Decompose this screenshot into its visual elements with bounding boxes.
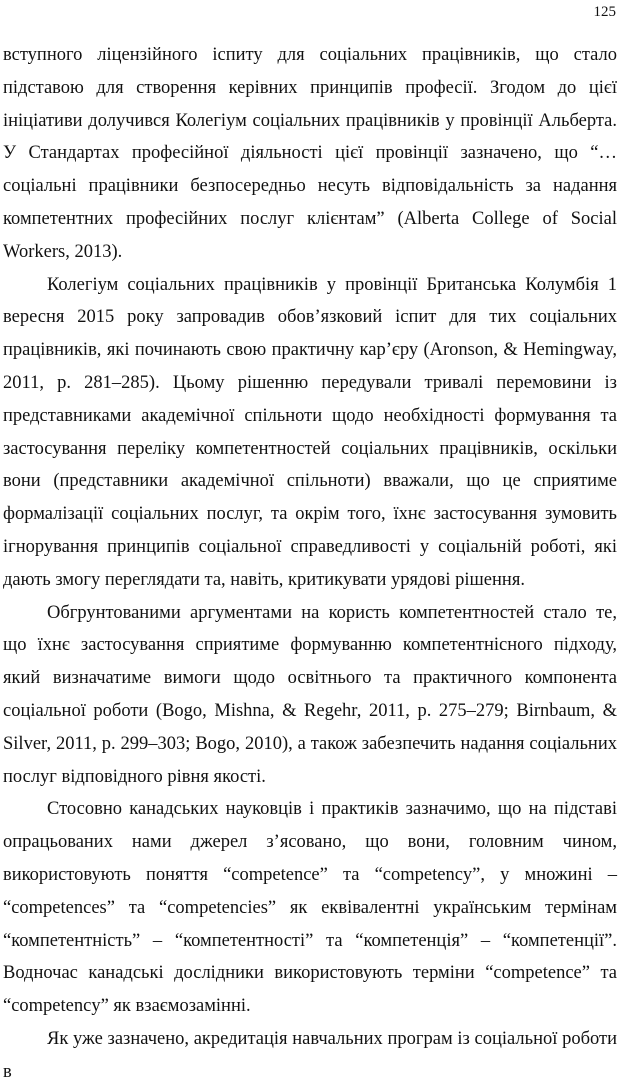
page-number: 125 xyxy=(593,4,616,20)
document-body xyxy=(3,39,617,1089)
paragraph-1: вступного ліцензійного іспиту для соціальних працівників, що стало підставою для створення керівних принципів професії. Згодом до цієї ініціативи долучився Колегіум соціальних працівників у провінції Альберта. У Стандартах професійної діяльності цієї провінції зазначено, що “…соціальні працівники безпосередньо несуть відповідальність за надання компетентних професійних послуг клієнтам” (Alberta College of Social Workers, 2013). xyxy=(3,45,617,262)
paragraph-3: Обгрунтованими аргументами на користь компетентностей стало те, що їхнє застосування сприятиме формуванню компетентнісного підходу, який визначатиме вимоги щодо освітнього та практичного компонента соціальної роботи (Bogo, Mishna, & Regehr, 2011, p. 275–279; Birnbaum, & Silver, 2011, p. 299–303; Bogo, 2010), а також забезпечить надання соціальних послуг відповідного рівня якості. xyxy=(3,602,617,787)
paragraph-2: Колегіум соціальних працівників у провінції Британська Колумбія 1 вересня 2015 року запровадив обов’язковий іспит для тих соціальних працівників, які починають свою практичну кар’єру (Aronson, & Hemingway, 2011, p. 281–285). Цьому рішенню передували тривалі перемовини із представниками академічної спільноти щодо необхідності формування та застосування переліку компетентностей соціальних працівників, оскільки вони (представники академічної спільноти) вважали, що це сприятиме формалізації соціальних послуг, та окрім того, їхнє застосування зумовить ігнорування принципів соціальної справедливості у соціальній роботі, які дають змогу переглядати та, навіть, критикувати урядові рішення. xyxy=(3,274,617,590)
paragraph-4: Стосовно канадських науковців і практиків зазначимо, що на підставі опрацьованих нами джерел з’ясовано, що вони, головним чином, використовують поняття “competence” та “competency”, у множині – “competences” та “competencies” як еквівалентні українським термінам “компетентність” – “компетентності” та “компетенція” – “компетенції”. Водночас канадські дослідники використовують терміни “competence” та “competency” як взаємозамінні. xyxy=(3,799,617,1017)
paragraph-5: Як уже зазначено, акредитація навчальних програм із соціальної роботи в xyxy=(3,1028,617,1082)
